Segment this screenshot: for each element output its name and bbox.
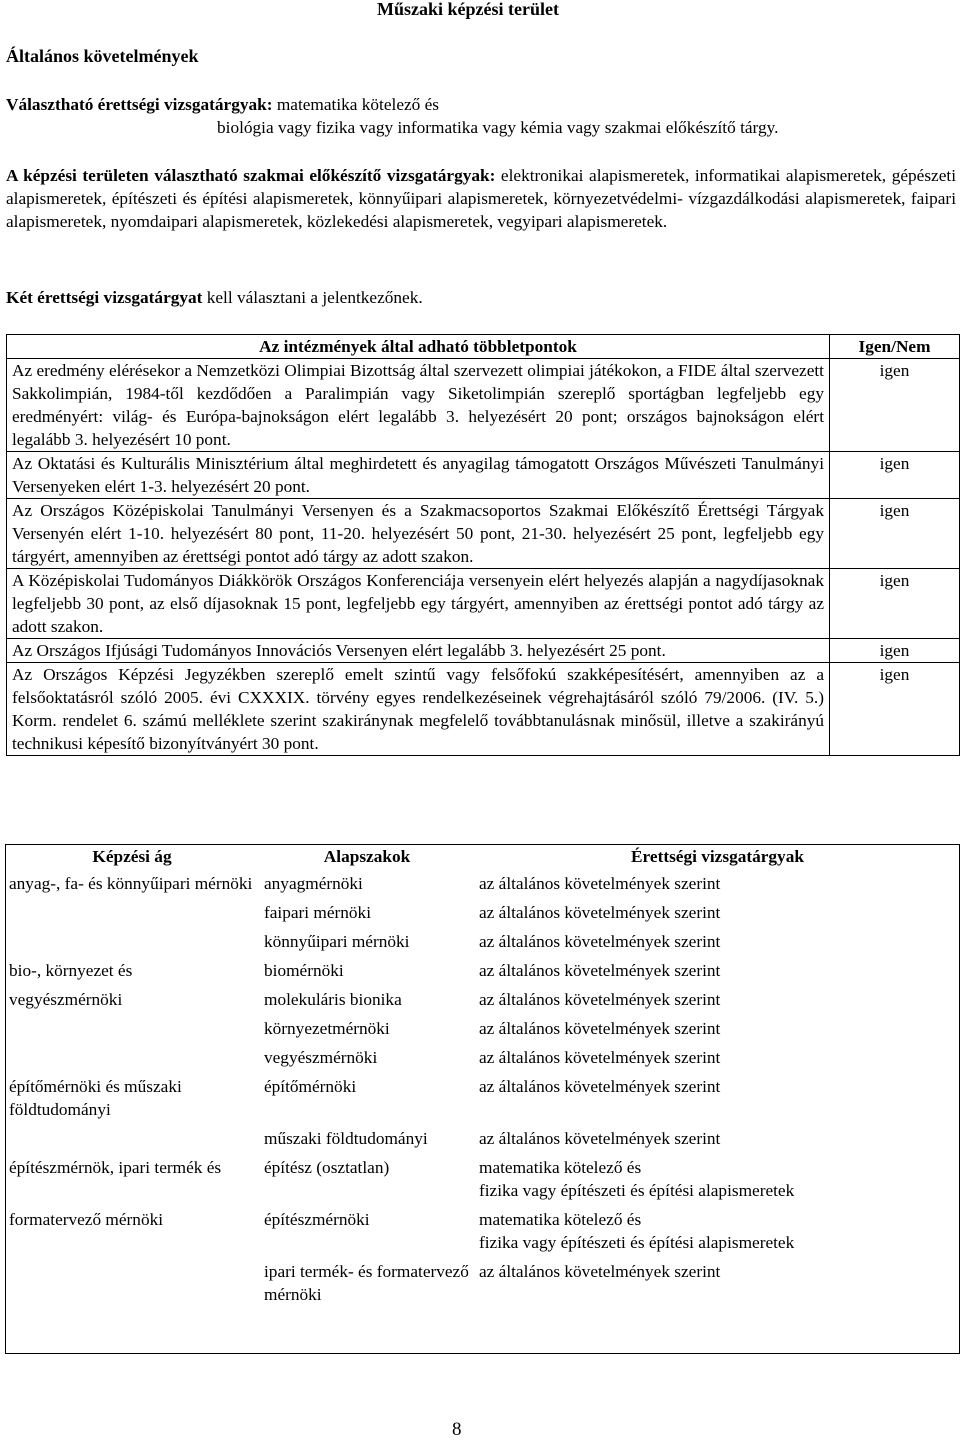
points-row-text: Az Országos Ifjúsági Tudományos Innovációs Versenyen elért legalább 3. helyezésért 25 pont. bbox=[7, 639, 830, 663]
points-table-row bbox=[7, 569, 960, 639]
program-branch-cell: bio-, környezet és bbox=[9, 961, 133, 980]
program-row bbox=[5, 1016, 960, 1045]
programs-header-subjects: Érettségi vizsgatárgyak bbox=[631, 847, 804, 866]
program-subjects-cell: az általános követelmények szerint bbox=[479, 874, 721, 893]
program-subjects-cell: az általános követelmények szerint bbox=[479, 903, 721, 922]
program-name-cell: molekuláris bionika bbox=[264, 990, 402, 1009]
program-branch-cell bbox=[5, 1045, 259, 1074]
program-row bbox=[5, 987, 960, 1016]
programs-header-program: Alapszakok bbox=[323, 847, 411, 866]
points-row-text: Az Oktatási és Kulturális Minisztérium által meghirdetett és anyagilag támogatott Országos Művészeti Tanulmányi Versenyeken elért 1-3. helyezésért 20 pont. bbox=[7, 452, 830, 499]
prep-subjects-list: elektronikai alapismeretek, informatikai alapismeretek, gépészeti alapismeretek, építészeti és építési alapismeretek, könnyűipari alapismeretek, környezetvédelmi- vízgazdálkodási alapismeretek, faipari alapismeretek, nyomdaipari alapismeretek, közlekedési alapismeretek, vegyipari alapismeretek. bbox=[6, 166, 956, 231]
program-subjects-cell: az általános követelmények szerint bbox=[479, 1129, 721, 1148]
program-subjects-cell: az általános követelmények szerint bbox=[479, 932, 721, 951]
program-name-cell: építész (osztatlan) bbox=[264, 1158, 390, 1177]
program-name-cell: biomérnöki bbox=[264, 961, 344, 980]
program-name-cell: építészmérnöki bbox=[264, 1210, 370, 1229]
program-name-cell: könnyűipari mérnöki bbox=[264, 932, 410, 951]
points-row-answer: igen bbox=[830, 499, 960, 569]
points-row-answer: igen bbox=[830, 569, 960, 639]
points-table-row bbox=[7, 359, 960, 452]
points-header-description: Az intézmények által adható többletpontok bbox=[7, 335, 830, 359]
program-subjects-cell: az általános követelmények szerint bbox=[479, 990, 721, 1009]
general-requirements-heading: Általános követelmények bbox=[6, 46, 199, 66]
program-name-cell: környezetmérnöki bbox=[264, 1019, 390, 1038]
extra-points-table bbox=[6, 334, 960, 756]
points-table-row bbox=[7, 639, 960, 663]
program-name-cell: építőmérnöki bbox=[264, 1077, 357, 1096]
program-row bbox=[5, 958, 960, 987]
points-row-text: Az eredmény elérésekor a Nemzetközi Olimpiai Bizottság által szervezett olimpiai játékokon, a FIDE által szervezett Sakkolimpián, 1984-től kezdődően a Paralimpián vagy Siketolimpián szereplő sportágban legfeljebb egy eredményért: világ- és Európa-bajnokságon elért legalább 3. helyezésért 20 pont; országos bajnokságon elért legalább 3. helyezésért 10 pont. bbox=[7, 359, 830, 452]
program-row bbox=[5, 1126, 960, 1155]
two-subjects-bold: Két érettségi vizsgatárgyat bbox=[6, 288, 203, 307]
program-subjects-cell: matematika kötelező és fizika vagy építészeti és építési alapismeretek bbox=[479, 1158, 795, 1200]
program-name-cell: faipari mérnöki bbox=[264, 903, 372, 922]
program-branch-cell: formatervező mérnöki bbox=[9, 1210, 164, 1229]
programs-header-branch: Képzési ág bbox=[92, 847, 172, 866]
elective-subjects-mandatory: matematika kötelező és bbox=[272, 95, 440, 114]
program-subjects-cell: matematika kötelező és fizika vagy építészeti és építési alapismeretek bbox=[479, 1210, 795, 1252]
program-branch-cell bbox=[5, 929, 259, 958]
two-subjects-note bbox=[6, 286, 423, 309]
program-branch-cell bbox=[5, 1016, 259, 1045]
program-name-cell: műszaki földtudományi bbox=[264, 1129, 428, 1148]
elective-subjects-options: biológia vagy fizika vagy informatika vagy kémia vagy szakmai előkészítő tárgy. bbox=[217, 118, 779, 137]
program-row bbox=[5, 1207, 960, 1259]
points-row-text: Az Országos Képzési Jegyzékben szereplő emelt szintű vagy felsőfokú szakképesítésért, amennyiben az a felsőoktatásról szóló 2005. évi CXXXIX. törvény egyes rendelkezéseinek végrehajtásáról szóló 79/2006. (IV. 5.) Korm. rendelet 6. számú melléklete szerint szakiránynak megfelelő továbbtanulásnak minősül, illetve a szakirányú technikusi képesítő bizonyítványért 30 pont. bbox=[7, 663, 830, 756]
program-name-cell: vegyészmérnöki bbox=[264, 1048, 378, 1067]
points-table-header-row bbox=[7, 335, 960, 359]
program-branch-cell: építőmérnöki és műszaki földtudományi bbox=[9, 1077, 182, 1119]
points-table-row bbox=[7, 499, 960, 569]
points-table-row bbox=[7, 663, 960, 756]
programs-table bbox=[5, 844, 960, 1311]
points-row-answer: igen bbox=[830, 359, 960, 452]
prep-subjects-paragraph bbox=[6, 164, 956, 233]
program-row bbox=[5, 1259, 960, 1311]
program-branch-cell: anyag-, fa- és könnyűipari mérnöki bbox=[9, 874, 253, 893]
prep-subjects-label: A képzési területen választható szakmai előkészítő vizsgatárgyak: bbox=[6, 166, 496, 185]
points-row-answer: igen bbox=[830, 663, 960, 756]
program-branch-cell bbox=[5, 900, 259, 929]
points-table-row bbox=[7, 452, 960, 499]
points-row-answer: igen bbox=[830, 452, 960, 499]
program-branch-cell bbox=[5, 1259, 259, 1311]
program-branch-cell bbox=[5, 1126, 259, 1155]
elective-subjects-label: Választható érettségi vizsgatárgyak: bbox=[6, 95, 273, 114]
program-subjects-cell: az általános követelmények szerint bbox=[479, 1262, 721, 1281]
program-row bbox=[5, 900, 960, 929]
program-name-cell: anyagmérnöki bbox=[264, 874, 363, 893]
points-row-answer: igen bbox=[830, 639, 960, 663]
area-title: Műszaki képzési terület bbox=[377, 0, 559, 19]
points-row-text: Az Országos Középiskolai Tanulmányi Versenyen és a Szakmacsoportos Szakmai Előkészítő Érettségi Tárgyak Versenyén elért 1-10. helyezésért 80 pont, 11-20. helyezésért 50 pont, 21-30. helyezésért 25 pont, legfeljebb egy tárgyért, amennyiben az érettségi pontot adó tárgy az adott szakon. bbox=[7, 499, 830, 569]
program-subjects-cell: az általános követelmények szerint bbox=[479, 1019, 721, 1038]
program-branch-cell: építészmérnök, ipari termék és bbox=[9, 1158, 222, 1177]
program-branch-cell: vegyészmérnöki bbox=[9, 990, 123, 1009]
program-subjects-cell: az általános követelmények szerint bbox=[479, 1077, 721, 1096]
program-name-cell: ipari termék- és formatervező mérnöki bbox=[264, 1262, 469, 1304]
program-subjects-cell: az általános követelmények szerint bbox=[479, 1048, 721, 1067]
page-number: 8 bbox=[452, 1419, 462, 1440]
program-subjects-cell: az általános követelmények szerint bbox=[479, 961, 721, 980]
program-row bbox=[5, 1074, 960, 1126]
points-row-text: A Középiskolai Tudományos Diákkörök Országos Konferenciája versenyein elért helyezés alapján a nagydíjasoknak legfeljebb 30 pont, az első díjasoknak 15 pont, legfeljebb egy tárgyért, amennyiben az érettségi pontot adó tárgy az adott szakon. bbox=[7, 569, 830, 639]
two-subjects-rest: kell választani a jelentkezőnek. bbox=[202, 288, 423, 307]
program-row bbox=[5, 1045, 960, 1074]
points-header-yes-no: Igen/Nem bbox=[830, 335, 960, 359]
programs-table-header-row bbox=[5, 844, 960, 871]
program-row bbox=[5, 871, 960, 900]
program-row bbox=[5, 929, 960, 958]
elective-subjects-line bbox=[6, 93, 439, 116]
program-row bbox=[5, 1155, 960, 1207]
